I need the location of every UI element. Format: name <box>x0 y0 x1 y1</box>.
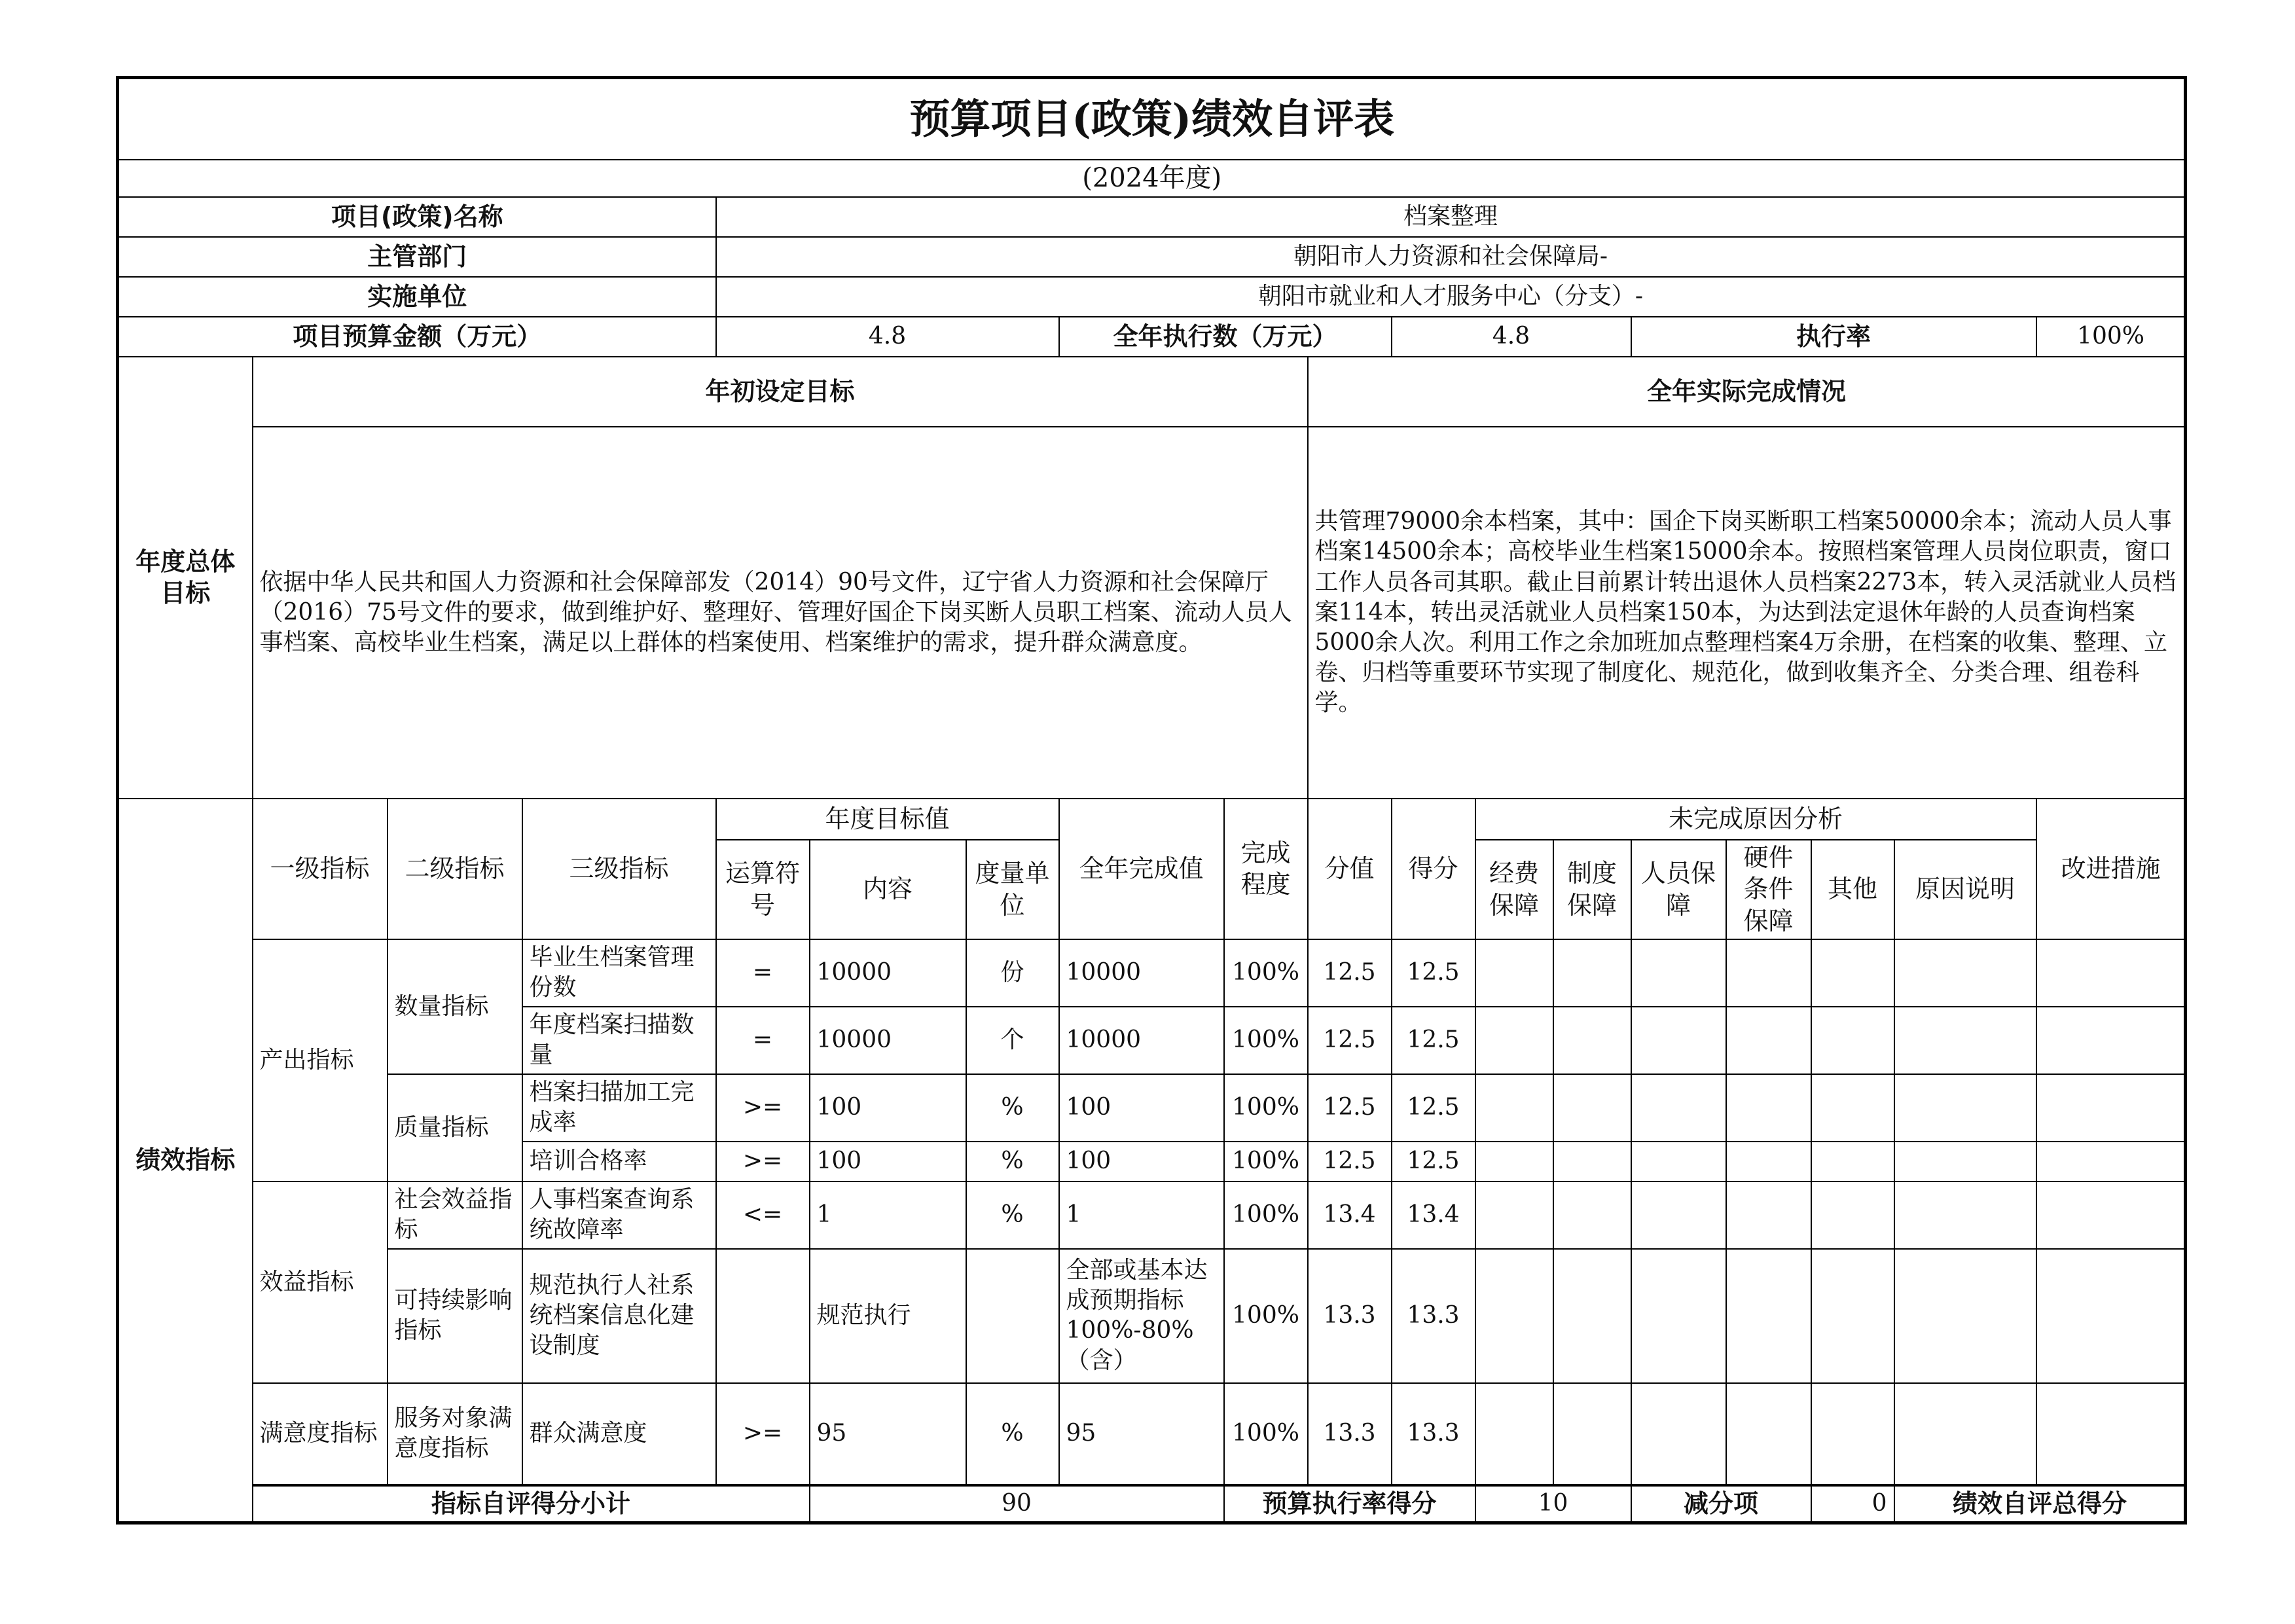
empty-cell <box>2036 1249 2186 1383</box>
content-cell: 1 <box>810 1182 966 1249</box>
table-year: (2024年度) <box>118 160 2186 197</box>
content-cell: 10000 <box>810 939 966 1007</box>
operator-cell: >= <box>716 1383 810 1485</box>
actual-completion-text: 共管理79000余本档案，其中：国企下岗买断职工档案50000余本；流动人员人事档案14500余本；高校毕业生档案15000余本。按照档案管理人员岗位职责，窗口工作人员各司其职。截止目前累计转出退休人员档案2273本，转入灵活就业人员档案114本，转出灵活就业人员档案150本，为达到法定退休年龄的人员查询档案5000余人次。利用工作之余加班加点整理档案4万余册，在档案的收集、整理、立卷、归档等重要环节实现了制度化、规范化，做到收集齐全、分类合理、组卷科学。 <box>1308 427 2186 799</box>
operator-cell: <= <box>716 1182 810 1249</box>
social-benefit-indicator: 社会效益指标 <box>388 1182 522 1249</box>
level1-header: 一级指标 <box>253 799 388 939</box>
budget-value: 4.8 <box>716 317 1059 357</box>
operator-cell: = <box>716 939 810 1007</box>
completion-header: 完成程度 <box>1224 799 1308 939</box>
actual-cell: 1 <box>1059 1182 1224 1249</box>
empty-cell <box>1631 1249 1726 1383</box>
subtotal-label: 指标自评得分小计 <box>253 1485 810 1523</box>
score-value-cell: 13.4 <box>1308 1182 1392 1249</box>
empty-cell <box>1894 1249 2036 1383</box>
empty-cell <box>1894 1142 2036 1182</box>
operator-header: 运算符号 <box>716 840 810 939</box>
empty-cell <box>1475 1182 1553 1249</box>
project-name-value: 档案整理 <box>716 197 2186 237</box>
level3-cell: 群众满意度 <box>522 1383 716 1485</box>
score-value-cell: 13.3 <box>1308 1383 1392 1485</box>
empty-cell <box>1894 939 2036 1007</box>
unit-cell <box>966 1249 1059 1383</box>
score-cell: 13.4 <box>1392 1182 1475 1249</box>
empty-cell <box>1631 1182 1726 1249</box>
table-title: 预算项目(政策)绩效自评表 <box>118 78 2186 160</box>
score-cell: 13.3 <box>1392 1383 1475 1485</box>
rate-value: 100% <box>2036 317 2186 357</box>
actual-cell: 10000 <box>1059 1007 1224 1074</box>
actual-cell: 100 <box>1059 1074 1224 1142</box>
empty-cell <box>1553 1007 1631 1074</box>
empty-cell <box>1553 1142 1631 1182</box>
empty-cell <box>1726 1383 1811 1485</box>
empty-cell <box>1475 1249 1553 1383</box>
sustainable-impact-indicator: 可持续影响指标 <box>388 1249 522 1383</box>
executed-value: 4.8 <box>1392 317 1631 357</box>
operator-cell: = <box>716 1007 810 1074</box>
table-row <box>118 1249 2186 1383</box>
score-value-header: 分值 <box>1308 799 1392 939</box>
empty-cell <box>1726 1142 1811 1182</box>
empty-cell <box>2036 1182 2186 1249</box>
actual-cell: 全部或基本达成预期指标100%-80%（含） <box>1059 1249 1224 1383</box>
funding-header: 经费保障 <box>1475 840 1553 939</box>
content-cell: 10000 <box>810 1007 966 1074</box>
empty-cell <box>1475 1383 1553 1485</box>
empty-cell <box>1631 1074 1726 1142</box>
budget-score-label: 预算执行率得分 <box>1224 1485 1475 1523</box>
reason-desc-header: 原因说明 <box>1894 840 2036 939</box>
unit-cell: % <box>966 1074 1059 1142</box>
annual-target-header: 年度目标值 <box>716 799 1059 840</box>
completion-cell: 100% <box>1224 939 1308 1007</box>
score-value-cell: 12.5 <box>1308 1074 1392 1142</box>
empty-cell <box>1631 1142 1726 1182</box>
score-cell: 12.5 <box>1392 1074 1475 1142</box>
table-row <box>118 1383 2186 1485</box>
unit-cell: 份 <box>966 939 1059 1007</box>
empty-cell <box>1811 1142 1894 1182</box>
empty-cell <box>1631 1383 1726 1485</box>
empty-cell <box>1811 939 1894 1007</box>
score-cell: 13.3 <box>1392 1249 1475 1383</box>
empty-cell <box>1631 1007 1726 1074</box>
unit-label: 实施单位 <box>118 277 716 317</box>
content-header: 内容 <box>810 840 966 939</box>
completion-cell: 100% <box>1224 1074 1308 1142</box>
annual-goal-label: 年度总体目标 <box>118 357 253 799</box>
budget-score-value: 10 <box>1475 1485 1631 1523</box>
level3-cell: 毕业生档案管理份数 <box>522 939 716 1007</box>
benefit-indicator: 效益指标 <box>253 1182 388 1383</box>
actual-completion-label: 全年实际完成情况 <box>1308 357 2186 427</box>
operator-cell: >= <box>716 1142 810 1182</box>
rate-label: 执行率 <box>1631 317 2036 357</box>
empty-cell <box>1726 1249 1811 1383</box>
empty-cell <box>2036 939 2186 1007</box>
dept-value: 朝阳市人力资源和社会保障局- <box>716 237 2186 277</box>
content-cell: 100 <box>810 1142 966 1182</box>
self-evaluation-table <box>116 76 2187 1525</box>
completion-cell: 100% <box>1224 1142 1308 1182</box>
empty-cell <box>1811 1249 1894 1383</box>
score-value-cell: 12.5 <box>1308 1142 1392 1182</box>
empty-cell <box>1811 1007 1894 1074</box>
score-cell: 12.5 <box>1392 1007 1475 1074</box>
actual-cell: 100 <box>1059 1142 1224 1182</box>
empty-cell <box>2036 1383 2186 1485</box>
level3-cell: 人事档案查询系统故障率 <box>522 1182 716 1249</box>
dept-label: 主管部门 <box>118 237 716 277</box>
level3-header: 三级指标 <box>522 799 716 939</box>
personnel-header: 人员保障 <box>1631 840 1726 939</box>
empty-cell <box>2036 1074 2186 1142</box>
unit-header: 度量单位 <box>966 840 1059 939</box>
total-label: 绩效自评总得分 <box>1894 1485 2186 1523</box>
subtotal-value: 90 <box>810 1485 1224 1523</box>
empty-cell <box>1475 1074 1553 1142</box>
score-value-cell: 13.3 <box>1308 1249 1392 1383</box>
empty-cell <box>1894 1074 2036 1142</box>
score-cell: 12.5 <box>1392 939 1475 1007</box>
improve-header: 改进措施 <box>2036 799 2186 939</box>
empty-cell <box>1475 1007 1553 1074</box>
empty-cell <box>1726 1074 1811 1142</box>
empty-cell <box>1726 1007 1811 1074</box>
empty-cell <box>1726 1182 1811 1249</box>
score-value-cell: 12.5 <box>1308 939 1392 1007</box>
level3-cell: 培训合格率 <box>522 1142 716 1182</box>
initial-goal-label: 年初设定目标 <box>253 357 1308 427</box>
completion-cell: 100% <box>1224 1182 1308 1249</box>
empty-cell <box>1811 1182 1894 1249</box>
empty-cell <box>1811 1383 1894 1485</box>
empty-cell <box>1894 1007 2036 1074</box>
empty-cell <box>1631 939 1726 1007</box>
content-cell: 规范执行 <box>810 1249 966 1383</box>
level2-header: 二级指标 <box>388 799 522 939</box>
completion-cell: 100% <box>1224 1007 1308 1074</box>
deduction-label: 减分项 <box>1631 1485 1811 1523</box>
score-header: 得分 <box>1392 799 1475 939</box>
actual-cell: 10000 <box>1059 939 1224 1007</box>
unit-cell: 个 <box>966 1007 1059 1074</box>
score-value-cell: 12.5 <box>1308 1007 1392 1074</box>
level3-cell: 年度档案扫描数量 <box>522 1007 716 1074</box>
level3-cell: 档案扫描加工完成率 <box>522 1074 716 1142</box>
quantity-indicator: 数量指标 <box>388 939 522 1074</box>
output-indicator: 产出指标 <box>253 939 388 1182</box>
quality-indicator: 质量指标 <box>388 1074 522 1182</box>
empty-cell <box>1553 939 1631 1007</box>
empty-cell <box>1553 1249 1631 1383</box>
satisfaction-indicator: 满意度指标 <box>253 1383 388 1485</box>
table-row <box>118 939 2186 1007</box>
other-header: 其他 <box>1811 840 1894 939</box>
initial-goal-text: 依据中华人民共和国人力资源和社会保障部发（2014）90号文件，辽宁省人力资源和社会保障厅（2016）75号文件的要求，做到维护好、整理好、管理好国企下岗买断人员职工档案、流动人员人事档案、高校毕业生档案，满足以上群体的档案使用、档案维护的需求，提升群众满意度。 <box>253 427 1308 799</box>
performance-indicators-label: 绩效指标 <box>118 799 253 1523</box>
actual-value-header: 全年完成值 <box>1059 799 1224 939</box>
empty-cell <box>1475 1142 1553 1182</box>
unit-cell: % <box>966 1182 1059 1249</box>
service-satisfaction-indicator: 服务对象满意度指标 <box>388 1383 522 1485</box>
table-row <box>118 1182 2186 1249</box>
completion-cell: 100% <box>1224 1383 1308 1485</box>
hardware-header: 硬件条件保障 <box>1726 840 1811 939</box>
operator-cell: >= <box>716 1074 810 1142</box>
system-header: 制度保障 <box>1553 840 1631 939</box>
content-cell: 95 <box>810 1383 966 1485</box>
content-cell: 100 <box>810 1074 966 1142</box>
empty-cell <box>1811 1074 1894 1142</box>
level3-cell: 规范执行人社系统档案信息化建设制度 <box>522 1249 716 1383</box>
empty-cell <box>1475 939 1553 1007</box>
completion-cell: 100% <box>1224 1249 1308 1383</box>
empty-cell <box>1726 939 1811 1007</box>
empty-cell <box>1553 1182 1631 1249</box>
empty-cell <box>1553 1383 1631 1485</box>
empty-cell <box>1894 1383 2036 1485</box>
project-name-label: 项目(政策)名称 <box>118 197 716 237</box>
empty-cell <box>1894 1182 2036 1249</box>
executed-label: 全年执行数（万元） <box>1059 317 1392 357</box>
table-row <box>118 1074 2186 1142</box>
operator-cell <box>716 1249 810 1383</box>
unit-value: 朝阳市就业和人才服务中心（分支）- <box>716 277 2186 317</box>
unit-cell: % <box>966 1142 1059 1182</box>
budget-label: 项目预算金额（万元） <box>118 317 716 357</box>
reason-analysis-header: 未完成原因分析 <box>1475 799 2036 840</box>
unit-cell: % <box>966 1383 1059 1485</box>
actual-cell: 95 <box>1059 1383 1224 1485</box>
score-cell: 12.5 <box>1392 1142 1475 1182</box>
empty-cell <box>2036 1007 2186 1074</box>
empty-cell <box>2036 1142 2186 1182</box>
deduction-value: 0 <box>1811 1485 1894 1523</box>
empty-cell <box>1553 1074 1631 1142</box>
